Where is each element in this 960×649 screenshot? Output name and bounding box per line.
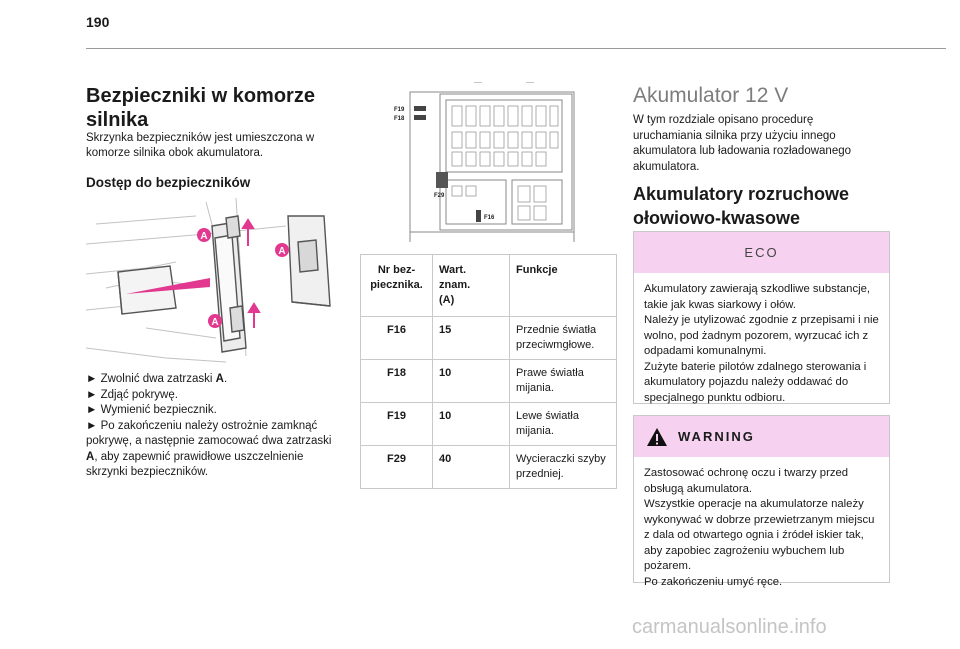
- eco-box-text: Akumulatory zawierają szkodliwe substancje, takie jak kwas siarkowy i ołów. Należy je utylizować zgodnie z przepisami i nie wolno, pod żadnym pozorem, wyrzucać ich z odpadami komunalnymi. Zużyte baterie pilotów zdalnego sterowania i akumulatory pojazdu należy oddawać do specjalnego punktu odbioru.: [644, 283, 879, 404]
- fuse-f18-marker: [414, 115, 426, 120]
- page-number: 190: [86, 14, 110, 30]
- step-text: Wymienić bezpiecznik.: [97, 404, 217, 416]
- cell-function: Przednie światła przeciwmgłowe.: [510, 317, 617, 360]
- callout-label: A: [200, 231, 208, 242]
- fuse-box-cover-illustration: [86, 198, 336, 366]
- cell-fuse: F18: [361, 360, 433, 403]
- table-row: [361, 403, 617, 446]
- step-item: [86, 388, 344, 404]
- cell-function: Lewe światła mijania.: [510, 403, 617, 446]
- cell-value: 10: [433, 360, 510, 403]
- table-row: [361, 317, 617, 360]
- step-bullet: ►: [86, 419, 98, 432]
- warning-box-title: WARNING: [678, 429, 755, 444]
- table-row: [361, 360, 617, 403]
- callout-label: A: [211, 317, 219, 328]
- step-text: Zdjąć pokrywę.: [97, 388, 178, 401]
- cell-value: 40: [433, 446, 510, 489]
- warning-triangle-icon: [646, 427, 668, 447]
- header-functions: Funkcje: [510, 255, 617, 317]
- warning-box-header: [634, 416, 889, 457]
- section-title-lead-acid: Akumulatory rozruchowe ołowiowo-kwasowe: [633, 184, 850, 228]
- step-tail: .: [223, 373, 228, 385]
- eco-box-header: [634, 232, 889, 273]
- step-item: [86, 419, 344, 481]
- fuse-f29-marker: [436, 172, 448, 188]
- access-subtitle: Dostęp do bezpieczników: [86, 175, 251, 190]
- label-f18: F18: [394, 116, 405, 122]
- section-title-battery: Akumulator 12 V: [633, 84, 789, 107]
- step-text: Zwolnić dwa zatrzaski: [97, 373, 216, 385]
- step-bullet: ►: [86, 373, 98, 385]
- eco-box-title: ECO: [744, 245, 779, 260]
- step-bullet: ►: [86, 404, 98, 416]
- table-row: [361, 446, 617, 489]
- warning-box-text: Zastosować ochronę oczu i twarzy przed obsługą akumulatora. Wszystkie operacje na akumulatorze należy wykonywać w dobrze przewietrzanym miejscu z dala od otwartego ognia i źródeł iskier tak, aby zapobiec zagrożeniu wybuchem lub pożarem. Po zakończeniu umyć ręce.: [644, 467, 875, 588]
- eco-box: [633, 231, 890, 404]
- section-title-fuses: Bezpieczniki w komorze silnika: [86, 85, 315, 131]
- step-text: Po zakończeniu należy ostrożnie zamknąć pokrywę, a następnie zamocować dwa zatrzaski: [86, 419, 332, 447]
- cell-fuse: F19: [361, 403, 433, 446]
- fuse-f19-marker: [414, 106, 426, 111]
- battery-intro: W tym rozdziale opisano procedurę uruchamiania silnika przy użyciu innego akumulatora lub ładowania rozładowanego akumulatora.: [633, 114, 852, 173]
- header-rule: [86, 48, 946, 49]
- cell-value: 10: [433, 403, 510, 446]
- step-bold-ref: A: [215, 373, 224, 385]
- warning-box: [633, 415, 890, 588]
- fuse-f16-marker: [476, 210, 481, 222]
- cell-fuse: F16: [361, 317, 433, 360]
- header-fuse-number: Nr bez- piecznika.: [361, 255, 433, 317]
- fuses-intro: Skrzynka bezpieczników jest umieszczona w komorze silnika obok akumulatora.: [86, 132, 315, 159]
- step-item: [86, 403, 344, 419]
- fuse-box-diagram: [386, 82, 581, 242]
- cell-function: Wycieraczki szyby przedniej.: [510, 446, 617, 489]
- header-rating: Wart. znam. (A): [433, 255, 510, 317]
- watermark: carmanualsonline.info: [632, 616, 827, 638]
- cell-function: Prawe światła mijania.: [510, 360, 617, 403]
- label-f29: F29: [434, 193, 445, 199]
- callout-label: A: [278, 246, 286, 257]
- cell-value: 15: [433, 317, 510, 360]
- cell-fuse: F29: [361, 446, 433, 489]
- step-tail: , aby zapewnić prawidłowe uszczelnienie skrzynki bezpieczników.: [86, 450, 304, 478]
- label-f16: F16: [484, 215, 495, 221]
- label-f19: F19: [394, 107, 405, 113]
- steps-list: [86, 372, 344, 481]
- step-bullet: ►: [86, 388, 98, 401]
- step-item: [86, 372, 344, 388]
- fuse-table: [360, 254, 617, 489]
- table-header-row: [361, 255, 617, 317]
- step-bold-ref: A: [86, 450, 95, 463]
